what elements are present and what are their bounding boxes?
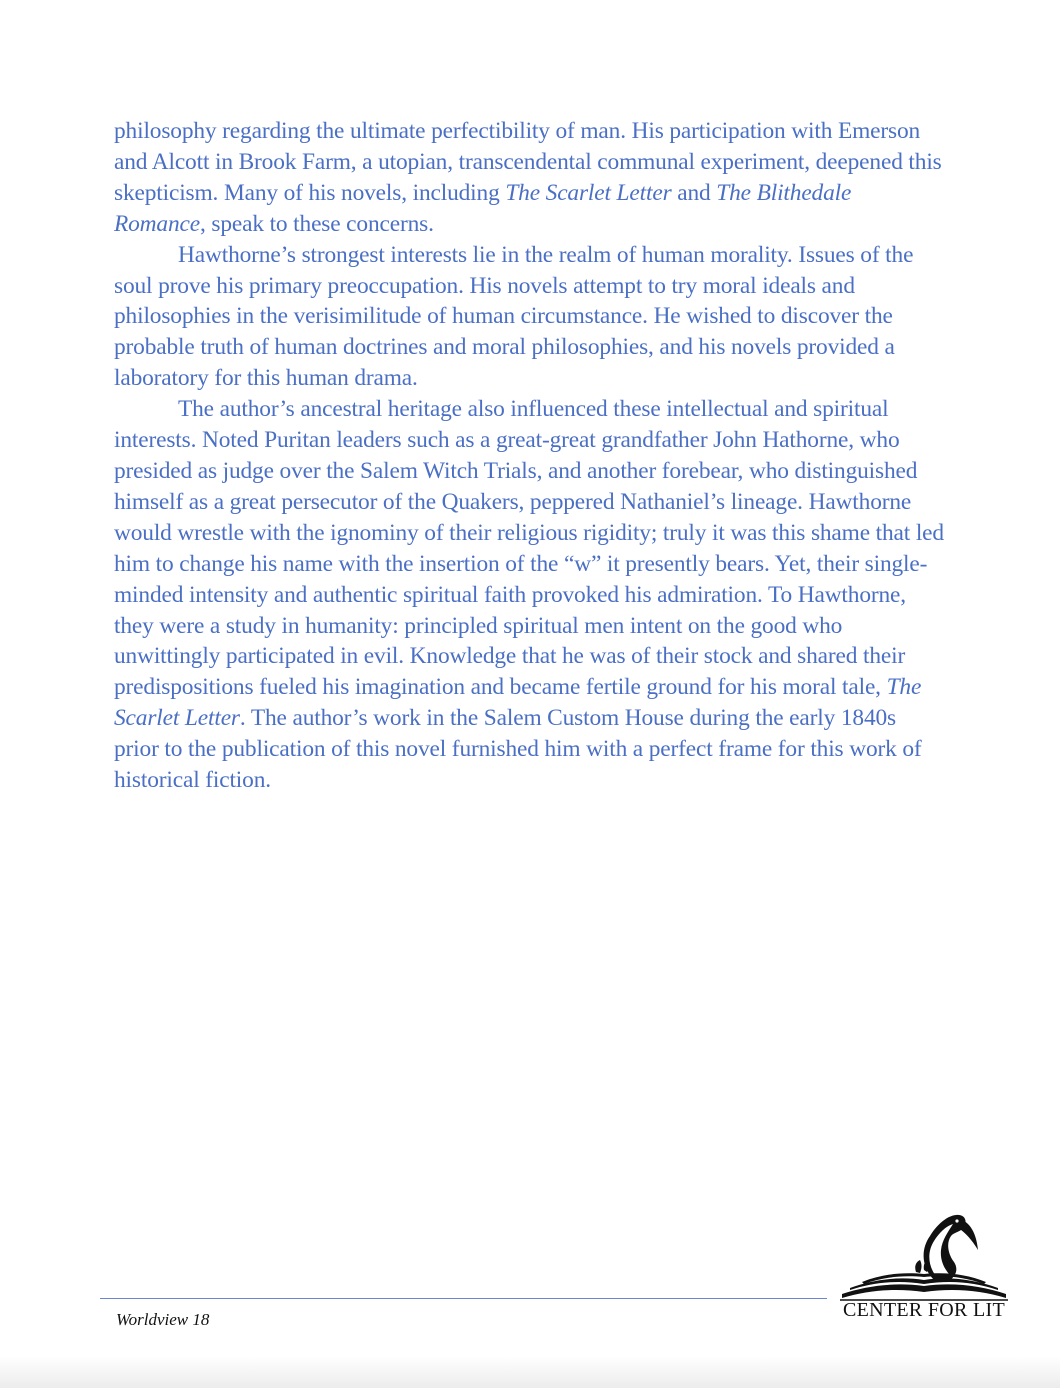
run: The author’s ancestral heritage also influenced these intellectual and spiritual interests. Noted Puritan leaders such as a great-great grandfather John Hathorne, who presided as judge over the Salem Witch Trials, and another forebear, who distinguished himself as a great persecutor of the Quakers, peppered Nathaniel’s lineage. Hawthorne would wrestle with the ignominy of their religious rigidity; truly it was this shame that led him to change his name with the insertion of the “w” it presently bears. Yet, their single-minded intensity and authentic spiritual faith provoked his admiration. To Hawthorne, they were a study in humanity: principled spiritual men intent on the good who unwittingly participated in evil. Knowledge that he was of their stock and shared their predispositions fueled his imagination and became fertile ground for his moral tale, xyxy=(114,396,944,701)
run: . The author’s work in the Salem Custom House during the early 1840s prior to the publication of this novel furnished him with a perfect frame for this work of historical fiction. xyxy=(114,705,922,794)
page-bottom-shadow xyxy=(0,1356,1060,1388)
footer-divider xyxy=(100,1298,827,1299)
book-title: The Scarlet Letter xyxy=(505,179,672,206)
book-title: The Scarlet Letter xyxy=(114,674,922,732)
center-for-lit-logo xyxy=(836,1210,1012,1330)
pelican-on-open-book-icon xyxy=(836,1210,1012,1302)
logo-wordmark: CENTER FOR LIT xyxy=(843,1299,1005,1321)
paragraph-1 xyxy=(114,116,946,240)
run: philosophy regarding the ultimate perfectibility of man. His participation with Emerson and Alcott in Brook Farm, a utopian, transcendental communal experiment, deepened this skepticism. Many of his novels, including xyxy=(114,118,942,206)
run: and xyxy=(671,179,717,206)
paragraph-3 xyxy=(114,394,946,796)
run: Hawthorne’s strongest interests lie in the realm of human morality. Issues of the soul prove his primary preoccupation. His novels attempt to try moral ideals and philosophies in the verisimilitude of human circumstance. He wished to discover the probable truth of human doctrines and moral philosophies, and his novels provided a laboratory for this human drama. xyxy=(114,241,914,392)
book-title: The Blithedale Romance xyxy=(114,179,852,237)
essay-body xyxy=(114,116,946,796)
paragraph-2 xyxy=(114,240,946,395)
footer-page-label: Worldview 18 xyxy=(116,1310,210,1329)
run: , speak to these concerns. xyxy=(199,210,434,237)
